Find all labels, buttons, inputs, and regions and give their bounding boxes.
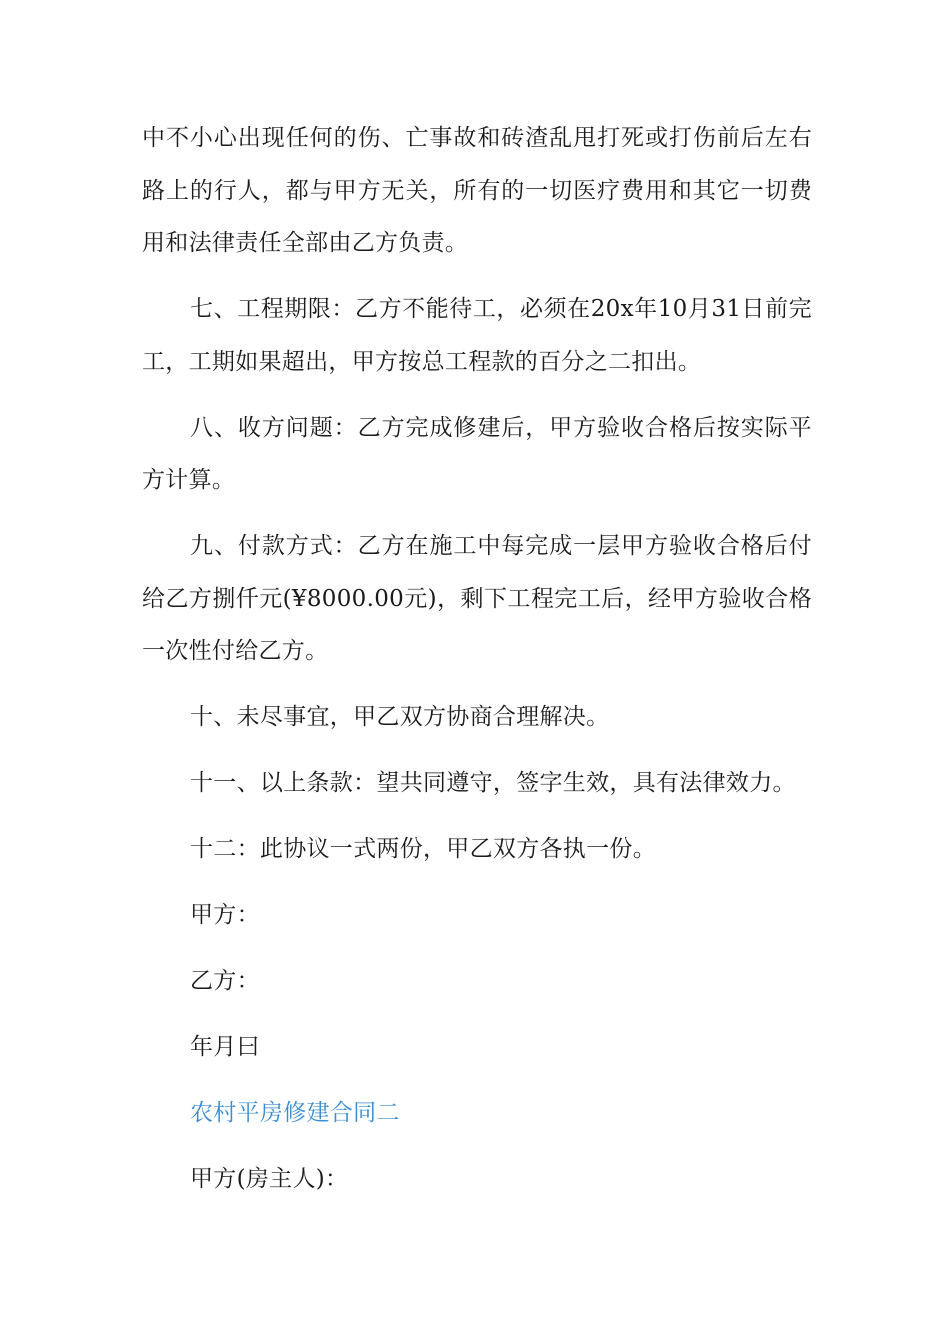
party-a-homeowner-line: 甲方(房主人)： — [190, 1166, 349, 1192]
clause-12-copies: 十二：此协议一式两份，甲乙双方各执一份。 — [190, 836, 656, 862]
document-body — [142, 112, 812, 1206]
signature-party-a: 甲方： — [190, 902, 260, 928]
signature-party-b: 乙方： — [190, 968, 260, 994]
section-heading-contract-two[interactable]: 农村平房修建合同二 — [190, 1100, 400, 1126]
clause-11-terms: 十一、以上条款：望共同遵守，签字生效，具有法律效力。 — [190, 770, 796, 796]
signature-date: 年月曰 — [190, 1034, 260, 1060]
clause-7-construction-period: 七、工程期限：乙方不能待工，必须在20x年10月31日前完工，工期如果超出，甲方按总工程款的百分之二扣出。 — [142, 296, 812, 375]
paragraph-continuation: 中不小心出现任何的伤、亡事故和砖渣乱甩打死或打伤前后左右路上的行人，都与甲方无关，所有的一切医疗费用和其它一切费用和法律责任全部由乙方负责。 — [142, 125, 812, 256]
clause-9-payment-method: 九、付款方式：乙方在施工中每完成一层甲方验收合格后付给乙方捌仟元(¥8000.00元)，剩下工程完工后，经甲方验收合格一次性付给乙方。 — [142, 533, 812, 664]
clause-10-unresolved-matters: 十、未尽事宜，甲乙双方协商合理解决。 — [190, 704, 610, 730]
clause-8-measurement: 八、收方问题：乙方完成修建后，甲方验收合格后按实际平方计算。 — [142, 414, 812, 493]
